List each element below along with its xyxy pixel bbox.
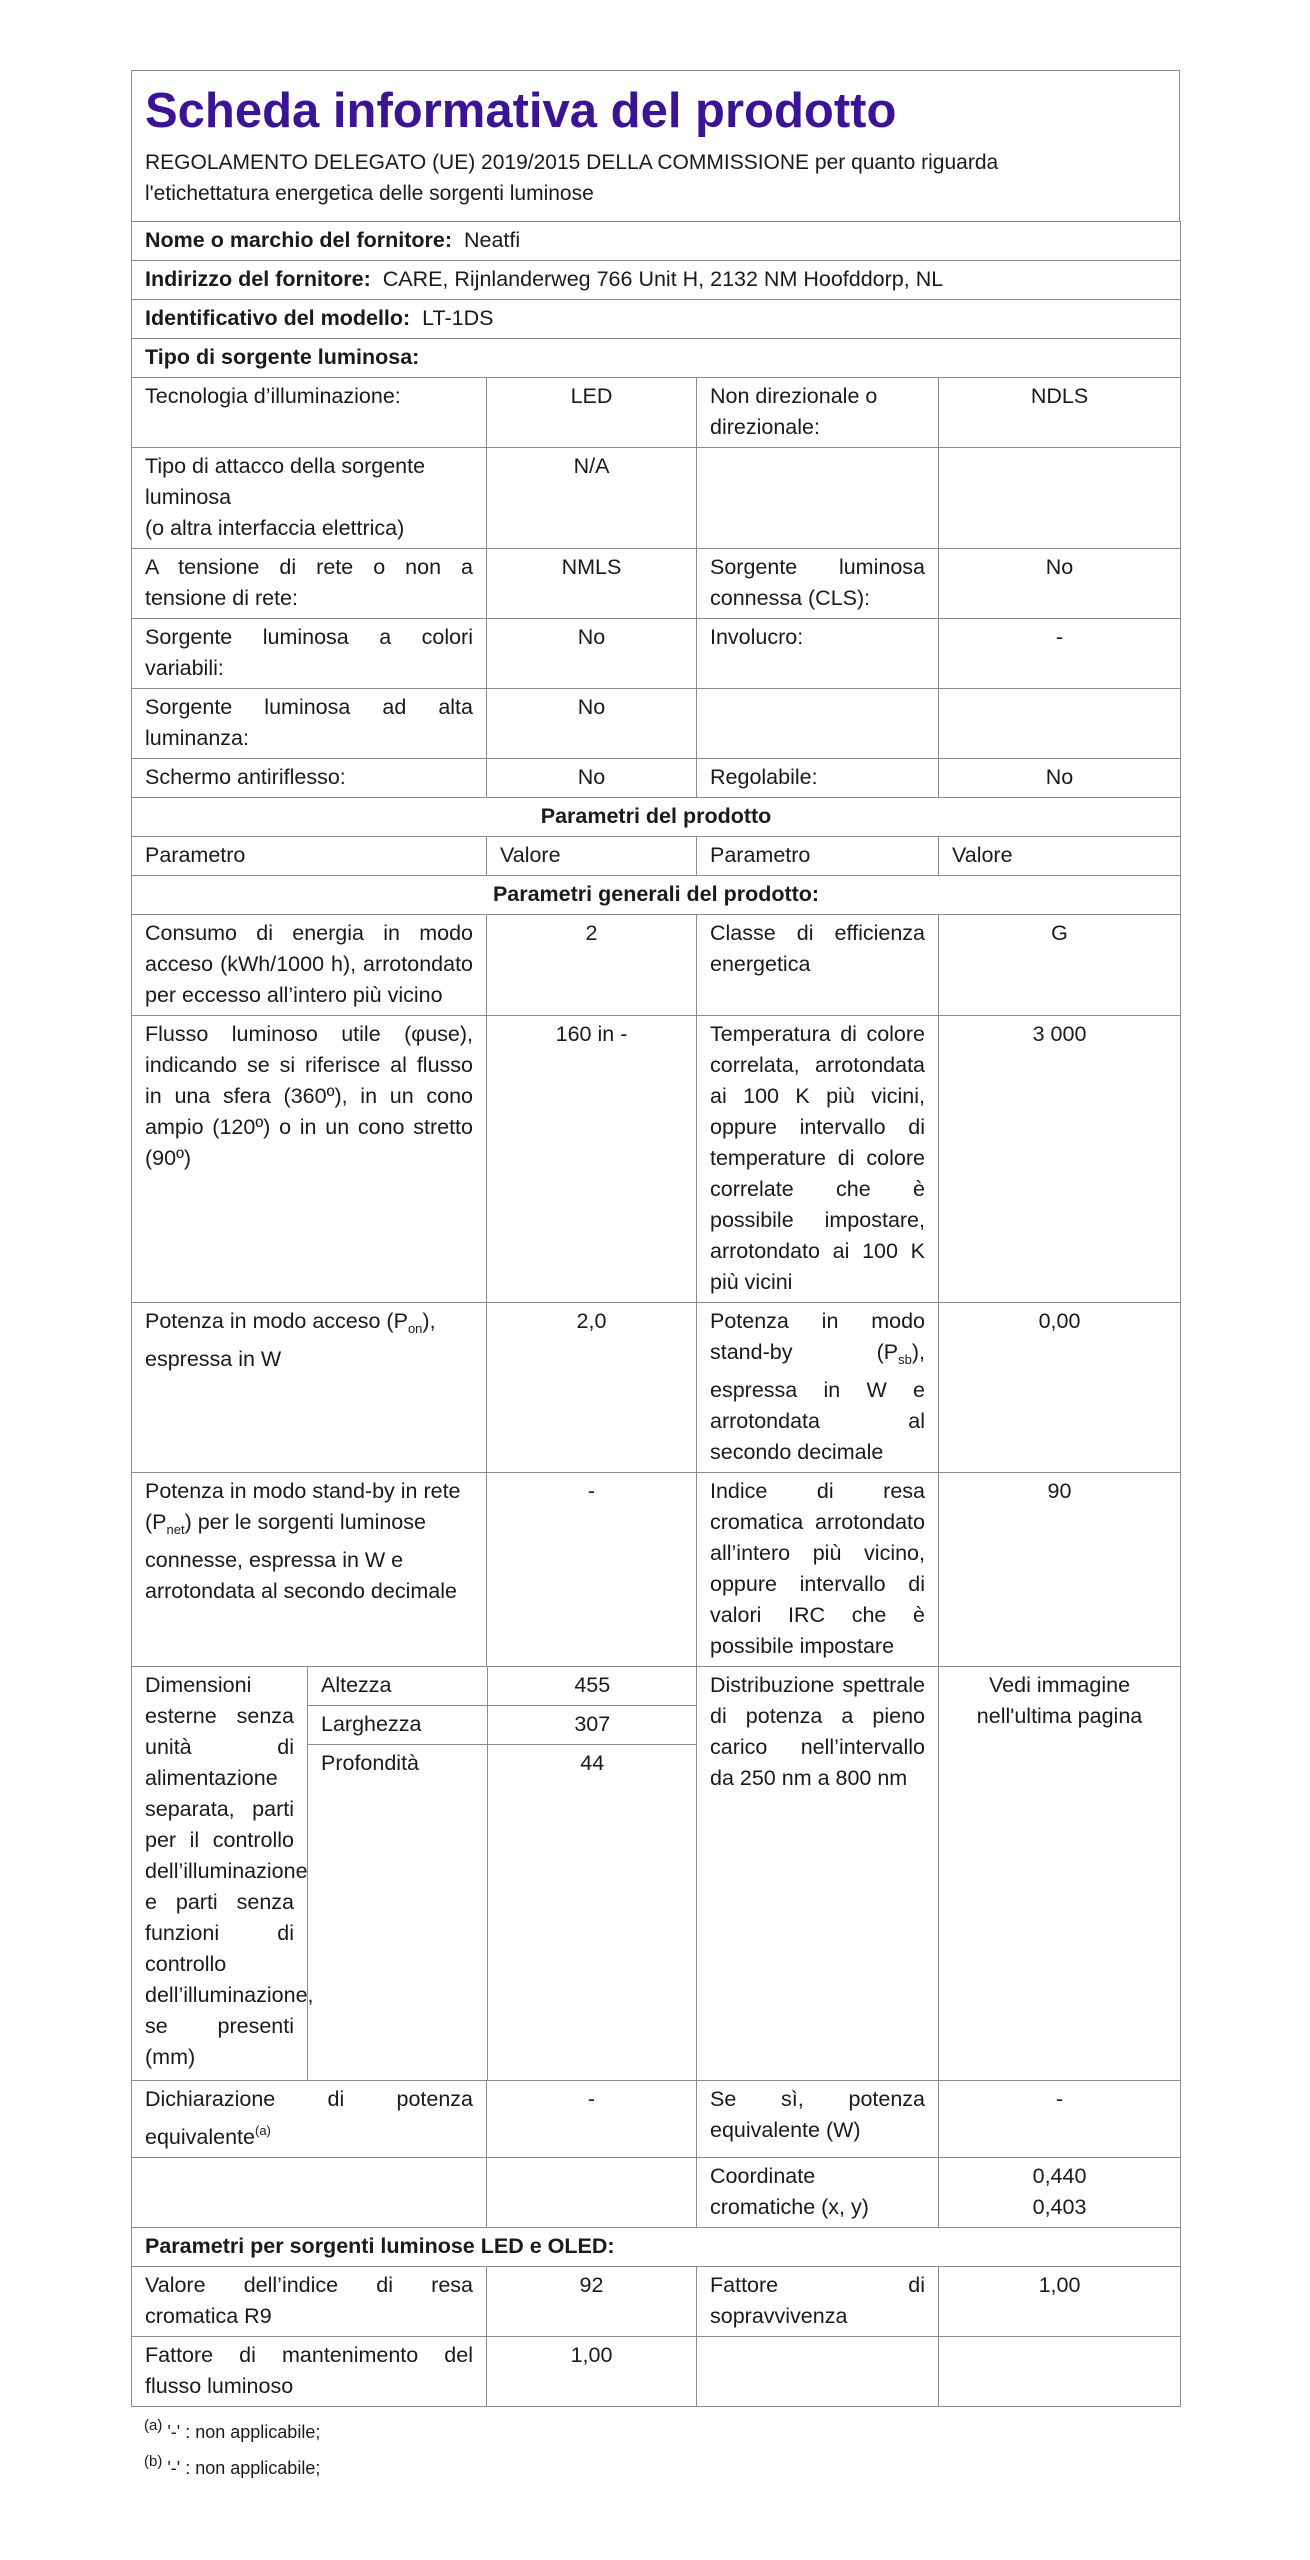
light-type-heading: Tipo di sorgente luminosa: <box>132 339 1181 378</box>
spectral-distribution-line: Vedi immagine <box>989 1673 1131 1697</box>
light-type-value: No <box>939 759 1181 798</box>
spectral-distribution-line: nell'ultima pagina <box>976 1704 1143 1728</box>
light-type-label: Sorgente luminosa connessa (CLS): <box>697 549 939 619</box>
dimension-value: 455 <box>487 1667 697 1706</box>
param-row <box>132 1667 1181 2081</box>
light-type-label <box>132 448 487 549</box>
on-mode-power-label <box>132 1303 487 1473</box>
footnote-text: '-' : non applicabile; <box>167 2458 321 2478</box>
product-params-heading: Parametri del prodotto <box>132 798 1181 837</box>
model-id-row <box>132 300 1181 339</box>
supplier-name-label: Nome o marchio del fornitore: <box>145 228 453 252</box>
standby-power-subscript: sb <box>898 1352 912 1367</box>
light-type-label: A tensione di rete o non a tensione di rete: <box>132 549 487 619</box>
cap-type-label: Tipo di attacco della sorgente luminosa <box>145 454 426 509</box>
on-mode-power-text: ), espressa in W <box>145 1309 436 1371</box>
dimensions-cell <box>308 1667 697 2081</box>
footnote <box>144 2447 1180 2483</box>
light-type-value: N/A <box>487 448 697 549</box>
subtitle-line-1: REGOLAMENTO DELEGATO (UE) 2019/2015 DELLA COMMISSIONE per quanto riguarda <box>145 151 999 174</box>
param-row <box>132 1016 1181 1303</box>
column-header-parameter: Parametro <box>697 837 939 876</box>
page-title: Scheda informativa del prodotto <box>145 84 897 138</box>
r9-index-value: 92 <box>487 2267 697 2337</box>
light-type-label <box>697 448 939 549</box>
dimensions-table <box>308 1667 697 2080</box>
networked-standby-text: Potenza in modo stand-by in rete (P <box>145 1479 461 1534</box>
light-type-row <box>132 448 1181 549</box>
supplier-address-value: CARE, Rijnlanderweg 766 Unit H, 2132 NM Hoofddorp, NL <box>382 267 944 291</box>
networked-standby-text: ) per le sorgenti luminose connesse, espressa in W e arrotondata al secondo decimale <box>145 1510 457 1603</box>
equivalent-watt-value: - <box>939 2081 1181 2158</box>
column-header-value: Valore <box>487 837 697 876</box>
light-type-label: Sorgente luminosa ad alta luminanza: <box>132 689 487 759</box>
light-type-value: No <box>487 689 697 759</box>
light-type-value: No <box>487 759 697 798</box>
light-type-value: No <box>939 549 1181 619</box>
footnotes <box>131 2411 1180 2483</box>
empty-cell <box>487 2158 697 2228</box>
chromaticity-x: 0,440 <box>1032 2164 1087 2188</box>
dimension-row <box>308 1706 697 1745</box>
supplier-name-row <box>132 222 1181 261</box>
light-type-label: Schermo antiriflesso: <box>132 759 487 798</box>
dimension-row <box>308 1667 697 1706</box>
light-type-row <box>132 689 1181 759</box>
param-row <box>132 2158 1181 2228</box>
color-temperature-value: 3 000 <box>939 1016 1181 1303</box>
color-temperature-label: Temperatura di colore correlata, arrotondata ai 100 K più vicini, oppure intervallo di temperature di colore correlate che è possibile impostare, arrotondato ai 100 K più vicini <box>697 1016 939 1303</box>
supplier-address-row <box>132 261 1181 300</box>
equivalent-watt-label: Se sì, potenza equivalente (W) <box>697 2081 939 2158</box>
lumen-maintenance-label: Fattore di mantenimento del flusso luminoso <box>132 2337 487 2407</box>
equivalent-power-text: Dichiarazione di potenza equivalente <box>145 2087 473 2149</box>
energy-class-value: G <box>939 915 1181 1016</box>
luminous-flux-value: 160 in - <box>487 1016 697 1303</box>
light-type-label: Tecnologia d’illuminazione: <box>132 378 487 448</box>
standby-power-text: Potenza in modo stand-by (P <box>710 1309 925 1364</box>
light-type-heading-row <box>132 339 1181 378</box>
column-header-row <box>132 837 1181 876</box>
on-mode-power-value: 2,0 <box>487 1303 697 1473</box>
standby-power-label <box>697 1303 939 1473</box>
light-type-value <box>939 689 1181 759</box>
survival-factor-label: Fattore di sopravvivenza <box>697 2267 939 2337</box>
r9-index-label: Valore dell’indice di resa cromatica R9 <box>132 2267 487 2337</box>
equivalent-power-label <box>132 2081 487 2158</box>
color-rendering-value: 90 <box>939 1473 1181 1667</box>
dimension-name: Profondità <box>321 1751 420 1775</box>
spectral-distribution-value <box>939 1667 1181 2081</box>
empty-cell <box>697 2337 939 2407</box>
light-type-value: NMLS <box>487 549 697 619</box>
light-type-label: Involucro: <box>697 619 939 689</box>
networked-standby-value: - <box>487 1473 697 1667</box>
dimension-name: Altezza <box>308 1667 487 1706</box>
column-header-parameter: Parametro <box>132 837 487 876</box>
light-type-row <box>132 549 1181 619</box>
footnote-mark-a: (a) <box>254 2123 271 2138</box>
empty-cell <box>939 2337 1181 2407</box>
standby-power-text: ), espressa in W e arrotondata al secondo decimale <box>710 1340 925 1464</box>
param-row <box>132 2267 1181 2337</box>
light-type-label: Non direzionale o direzionale: <box>697 378 939 448</box>
energy-consumption-label: Consumo di energia in modo acceso (kWh/1000 h), arrotondato per eccesso all’intero più vicino <box>132 915 487 1016</box>
param-row <box>132 1473 1181 1667</box>
energy-class-label: Classe di efficienza energetica <box>697 915 939 1016</box>
light-type-value: NDLS <box>939 378 1181 448</box>
lumen-maintenance-value: 1,00 <box>487 2337 697 2407</box>
column-header-value: Valore <box>939 837 1181 876</box>
chromaticity-y: 0,403 <box>1032 2195 1087 2219</box>
footnote-text: '-' : non applicabile; <box>167 2422 321 2442</box>
on-mode-power-text: Potenza in modo acceso (P <box>145 1309 408 1333</box>
supplier-address-label: Indirizzo del fornitore: <box>145 267 371 291</box>
dimension-value: 307 <box>487 1706 697 1745</box>
networked-standby-label <box>132 1473 487 1667</box>
chromaticity-value <box>939 2158 1181 2228</box>
param-row <box>132 2337 1181 2407</box>
dimension-name: Larghezza <box>308 1706 487 1745</box>
sheet-header <box>131 70 1180 221</box>
product-information-sheet <box>131 70 1180 2483</box>
light-type-value: No <box>487 619 697 689</box>
survival-factor-value: 1,00 <box>939 2267 1181 2337</box>
equivalent-power-value: - <box>487 2081 697 2158</box>
energy-consumption-value: 2 <box>487 915 697 1016</box>
param-row <box>132 2081 1181 2158</box>
light-type-label: Regolabile: <box>697 759 939 798</box>
general-params-heading: Parametri generali del prodotto: <box>132 876 1181 915</box>
regulation-subtitle <box>145 147 1166 209</box>
product-params-heading-row <box>132 798 1181 837</box>
light-type-row <box>132 759 1181 798</box>
product-table <box>131 221 1181 2407</box>
model-id-value: LT-1DS <box>422 306 494 330</box>
light-type-row <box>132 378 1181 448</box>
empty-cell <box>132 2158 487 2228</box>
model-id-label: Identificativo del modello: <box>145 306 411 330</box>
chromaticity-label: Coordinate cromatiche (x, y) <box>697 2158 939 2228</box>
param-row <box>132 915 1181 1016</box>
light-type-value: - <box>939 619 1181 689</box>
light-type-label: Sorgente luminosa a colori variabili: <box>132 619 487 689</box>
light-type-row <box>132 619 1181 689</box>
dimensions-label: Dimensioni esterne senza unità di alimentazione separata, parti per il controllo dell’illuminazione e parti senza funzioni di controllo dell’illuminazione, se presenti (mm) <box>132 1667 308 2081</box>
dimension-value: 44 <box>487 1745 697 2081</box>
led-params-heading-row <box>132 2228 1181 2267</box>
luminous-flux-label: Flusso luminoso utile (φuse), indicando se si riferisce al flusso in una sfera (360º), in un cono ampio (120º) o in un cono stretto (90º) <box>132 1016 487 1303</box>
general-params-heading-row <box>132 876 1181 915</box>
cap-type-note: (o altra interfaccia elettrica) <box>145 516 405 540</box>
supplier-name-value: Neatfi <box>463 228 521 252</box>
footnote-mark: (a) <box>144 2417 163 2434</box>
subtitle-line-2: l'etichettatura energetica delle sorgenti luminose <box>145 182 594 205</box>
light-type-value <box>939 448 1181 549</box>
dimension-row <box>308 1745 697 2081</box>
footnote-mark: (b) <box>144 2453 163 2470</box>
spectral-distribution-label: Distribuzione spettrale di potenza a pieno carico nell’intervallo da 250 nm a 800 nm <box>697 1667 939 2081</box>
led-params-heading: Parametri per sorgenti luminose LED e OLED: <box>132 2228 1181 2267</box>
light-type-value: LED <box>487 378 697 448</box>
footnote <box>144 2411 1180 2447</box>
on-mode-power-subscript: on <box>407 1321 423 1336</box>
standby-power-value: 0,00 <box>939 1303 1181 1473</box>
light-type-label <box>697 689 939 759</box>
color-rendering-label: Indice di resa cromatica arrotondato all’intero più vicino, oppure intervallo di valori IRC che è possibile impostare <box>697 1473 939 1667</box>
networked-standby-subscript: net <box>166 1522 185 1537</box>
param-row <box>132 1303 1181 1473</box>
